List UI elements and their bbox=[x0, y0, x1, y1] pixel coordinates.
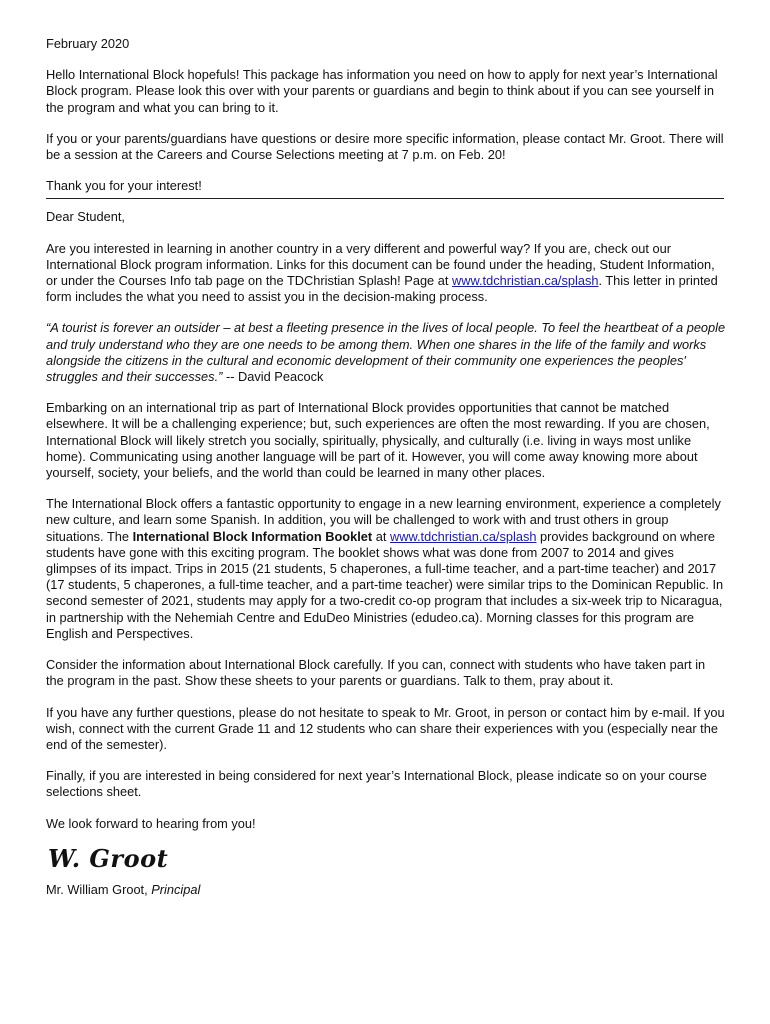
body-paragraph-3-at: at bbox=[372, 528, 390, 544]
letter-date: February 2020 bbox=[46, 36, 130, 51]
signer-line bbox=[46, 882, 726, 898]
splash-link[interactable]: www.tdchristian.ca/splash bbox=[451, 273, 599, 289]
body-paragraph-3-before: The International Block offers a fantastic opportunity to engage in a new learning environment, experience a completely new culture, and learn some Spanish. In addition, you will be challenged to work with and trust others in group situations. The bbox=[46, 496, 721, 544]
body-paragraph-5: If you have any further questions, please do not hesitate to speak to Mr. Groot, in person or contact him by e-mail. If you wish, connect with the current Grade 11 and 12 students who can share their experiences with you (especially near the end of the semester). bbox=[46, 704, 725, 752]
body-paragraph-6: Finally, if you are interested in being considered for next year’s International Block, please indicate so on your course selections sheet. bbox=[46, 768, 707, 800]
signer-title: Principal bbox=[151, 881, 201, 897]
intro-paragraph-2: If you or your parents/guardians have questions or desire more specific information, please contact Mr. Groot. There will be a session at the Careers and Course Selections meeting at 7 p.m. on Feb. 20! bbox=[46, 130, 724, 163]
salutation: Dear Student, bbox=[46, 209, 125, 225]
body-paragraph-4: Consider the information about International Block carefully. If you can, connect with students who have taken part in the program in the past. Show these sheets to your parents or guardians. Talk to them, pray about it. bbox=[46, 657, 706, 689]
body-paragraph-1-after: . This letter in printed form includes the what you need to assist you in the decision-making process. bbox=[46, 273, 718, 305]
closing-line: We look forward to hearing from you! bbox=[46, 815, 256, 831]
quote-text: “A tourist is forever an outsider – at best a fleeting presence in the lives of local people. To feel the heartbeat of a people and truly understand who they are one needs to be among them. When one shares in the life of the family and works alongside the citizens in the cultural and economic development of their community one experiences the peoples' struggles and their successes.” bbox=[46, 320, 726, 385]
booklet-link[interactable]: www.tdchristian.ca/splash bbox=[389, 528, 537, 544]
letter-page bbox=[46, 36, 726, 898]
booklet-title: International Block Information Booklet bbox=[132, 528, 373, 544]
signer-name: Mr. William Groot, bbox=[46, 881, 152, 897]
intro-paragraph-1: Hello International Block hopefuls! This package has information you need on how to apply for next year’s International Block program. Please look this over with your parents or guardians and begin to think about if you can see yourself in the program and what you can bring to it. bbox=[46, 67, 718, 115]
intro-thanks: Thank you for your interest! bbox=[46, 178, 202, 194]
quote-paragraph bbox=[46, 320, 726, 385]
body-paragraph-1 bbox=[46, 241, 726, 306]
quote-author: -- David Peacock bbox=[222, 369, 324, 385]
divider-line bbox=[46, 198, 724, 199]
body-paragraph-2: Embarking on an international trip as part of International Block provides opportunities that cannot be matched elsewhere. It will be a challenging experience; but, such experiences are often the most rewarding. If you are chosen, International Block will likely stretch you socially, spiritually, physically, and culturally (i.e. living in ways most unlike home). Communicating using another language will be part of it. However, you will come away knowing more about yourself, society, your beliefs, and the world than could be learned in many other places. bbox=[46, 400, 710, 481]
body-paragraph-3-after: provides background on where students have gone with this exciting program. The booklet shows what was done from 2007 to 2014 and gives glimpses of its impact. Trips in 2015 (21 students, 5 chaperones, a full-time teacher, and a part-time teacher) and 2017 (17 students, 5 chaperones, a full-time teacher, and a part-time teacher) were similar trips to the Dominican Republic. In second semester of 2021, students may apply for a two-credit co-op program that includes a six-week trip to Nicaragua, in partnership with the Nehemiah Centre and EduDeo Ministries (edudeo.ca). Morning classes for this program are English and Perspectives. bbox=[46, 528, 724, 641]
body-paragraph-1-text: Are you interested in learning in another country in a very different and powerful way? If you are, check out our International Block program information. Links for this document can be found under the heading, Student Information, or under the Courses Info tab page on the TDChristian Splash! Page at bbox=[46, 240, 715, 289]
handwritten-signature: W. Groot bbox=[48, 843, 169, 873]
body-paragraph-3 bbox=[46, 496, 726, 642]
